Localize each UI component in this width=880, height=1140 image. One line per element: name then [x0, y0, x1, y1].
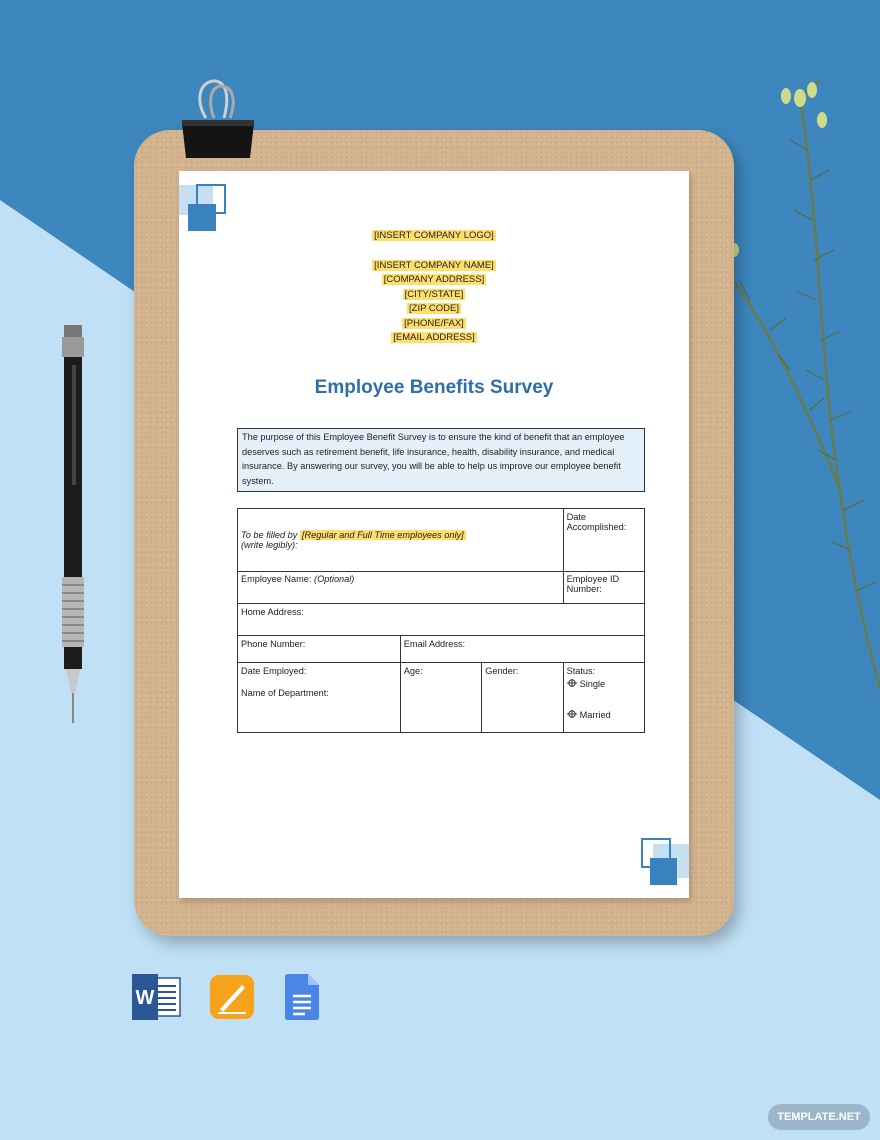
company-logo-placeholder: [INSERT COMPANY LOGO]: [374, 230, 494, 241]
city-state-placeholder: [CITY/STATE]: [404, 288, 464, 300]
purpose-statement: The purpose of this Employee Benefit Survey is to ensure the kind of benefit that an employee deserves such as retirement benefit, life insurance, health, disability insurance, and medical insurance. By answering our survey, you will be able to help us improve our employee benefit system.: [237, 428, 645, 492]
home-address-field[interactable]: Home Address:: [238, 604, 645, 636]
radio-icon: [567, 678, 577, 688]
company-header: [179, 229, 689, 346]
employee-id-field[interactable]: Employee ID Number:: [563, 572, 644, 604]
survey-form-table: [237, 508, 645, 733]
word-icon[interactable]: [132, 974, 182, 1020]
company-address-placeholder: [COMPANY ADDRESS]: [383, 274, 485, 285]
google-docs-icon[interactable]: [285, 974, 319, 1020]
document-title: Employee Benefits Survey: [314, 377, 554, 398]
template-net-badge[interactable]: TEMPLATE.NET: [768, 1104, 870, 1130]
department-field: Name of Department:: [241, 688, 329, 698]
zip-code-placeholder: [ZIP CODE]: [409, 303, 459, 314]
gender-field[interactable]: Gender:: [482, 663, 563, 733]
age-field[interactable]: Age:: [400, 663, 481, 733]
phone-fax-placeholder: [PHONE/FAX]: [404, 317, 464, 329]
filled-by-cell: To be filled by [Regular and Full Time employees only] (write legibly):: [238, 509, 564, 572]
svg-text:W: W: [135, 987, 155, 1009]
filled-by-highlight: [Regular and Full Time employees only]: [301, 530, 464, 540]
status-single-option[interactable]: Single: [567, 678, 641, 689]
pages-icon[interactable]: [210, 975, 254, 1019]
radio-icon: [567, 709, 577, 719]
company-name-placeholder: [INSERT COMPANY NAME]: [374, 259, 494, 271]
status-married-option[interactable]: Married: [567, 709, 641, 720]
date-employed-field[interactable]: Date Employed: Name of Department:: [238, 663, 401, 733]
binder-clip-icon: [178, 78, 258, 168]
email-address-placeholder: [EMAIL ADDRESS]: [393, 332, 475, 343]
date-accomplished-field[interactable]: Date Accomplished:: [563, 509, 644, 572]
survey-document: [179, 171, 689, 898]
pen-icon: [58, 325, 88, 725]
employee-name-field[interactable]: Employee Name: (Optional): [238, 572, 564, 604]
email-address-field[interactable]: Email Address:: [400, 636, 644, 663]
phone-number-field[interactable]: Phone Number:: [238, 636, 401, 663]
status-field: Status: Single Married: [563, 663, 644, 733]
